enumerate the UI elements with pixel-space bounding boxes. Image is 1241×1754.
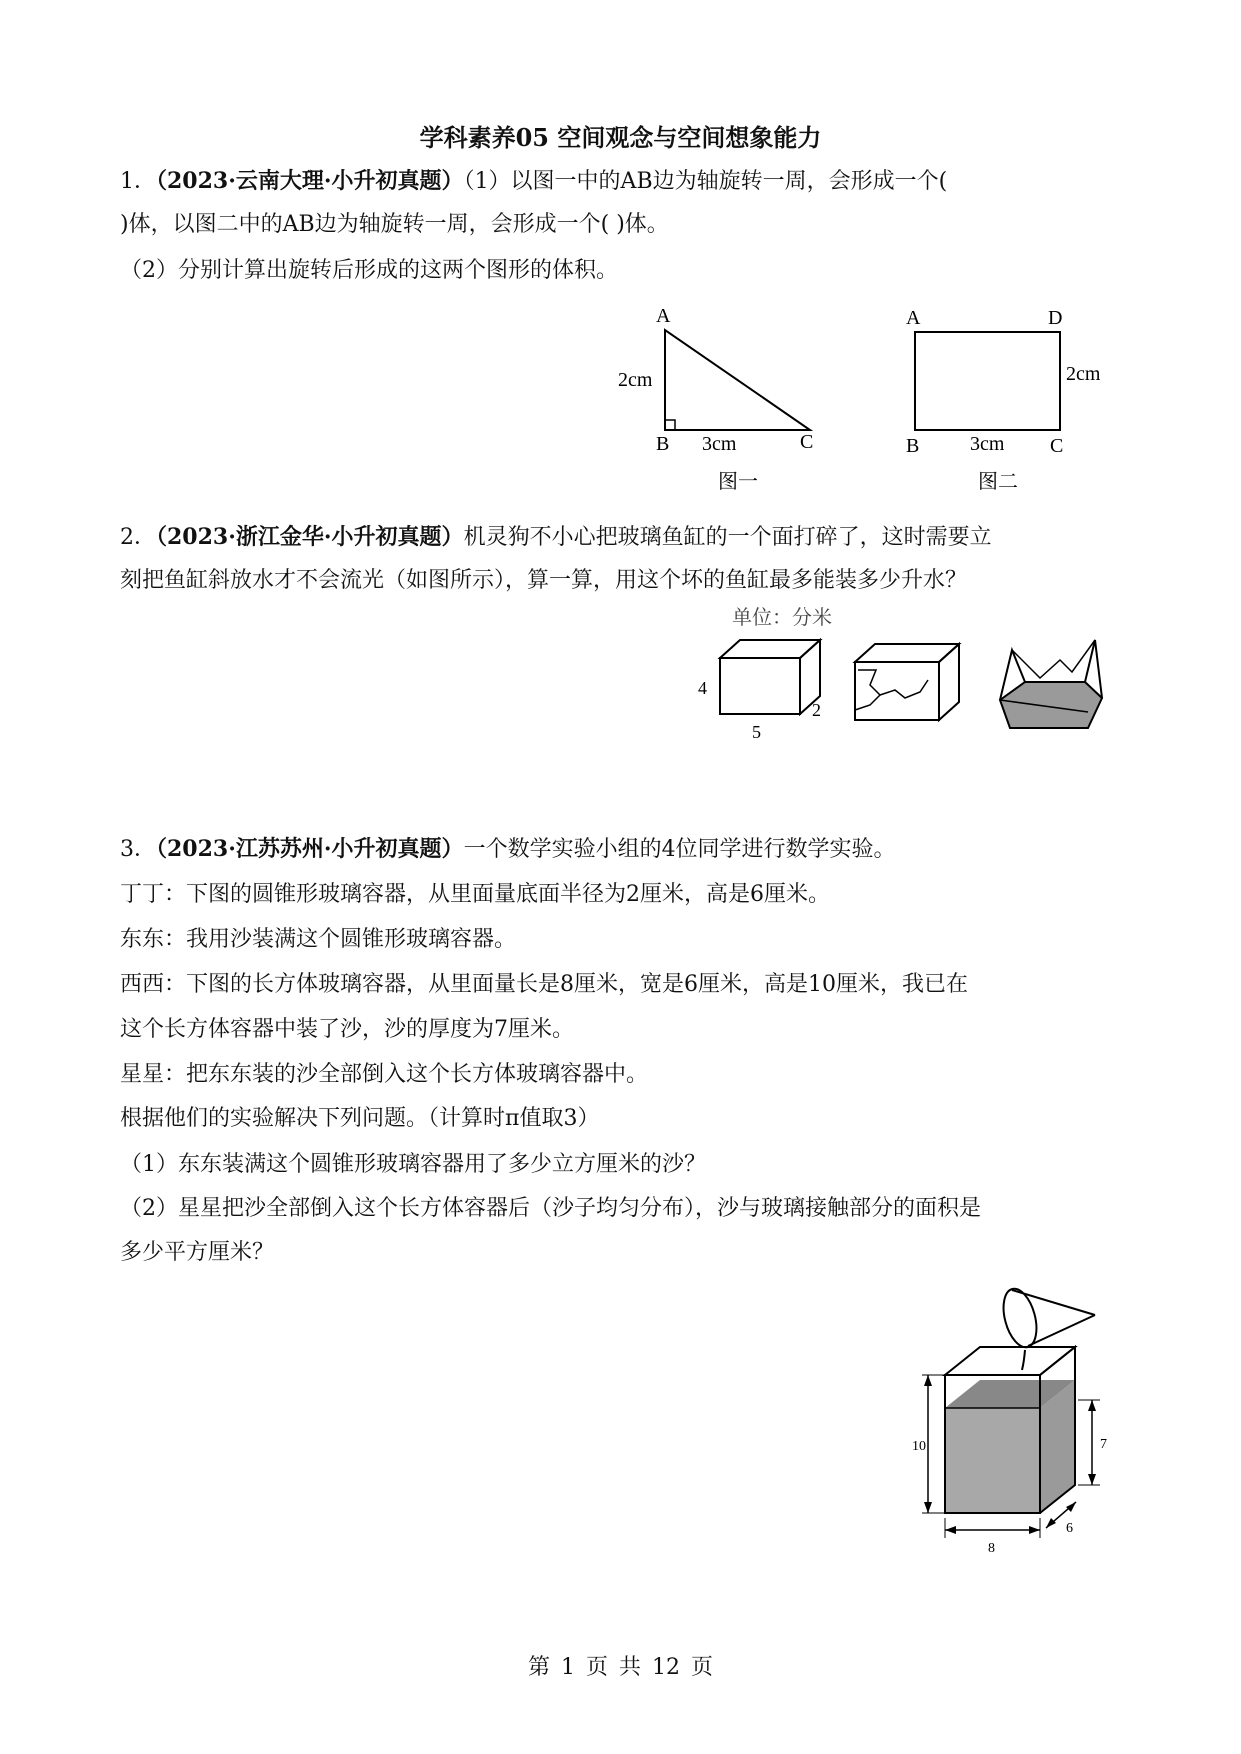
- q1-text-1: （1）以图一中的AB边为轴旋转一周，会形成一个(: [463, 169, 948, 194]
- tilted-tank-illustration: [1000, 640, 1102, 728]
- q2-line-2: 刻把鱼缸斜放水才不会流光（如图所示），算一算，用这个坏的鱼缸最多能装多少升水？: [120, 568, 968, 593]
- q3-line-3: 东东：我用沙装满这个圆锥形玻璃容器。: [120, 927, 517, 952]
- q2-line-1: [120, 522, 992, 553]
- q1-part-2: （2）分别计算出旋转后形成的这两个图形的体积。: [120, 258, 618, 283]
- fish-tank-box: [720, 640, 820, 714]
- right-angle-mark: [665, 420, 675, 430]
- figure-1-caption: 图一: [718, 471, 758, 493]
- q3-line-2: 丁丁：下图的圆锥形玻璃容器，从里面量底面半径为2厘米，高是6厘米。: [120, 882, 830, 907]
- q3-number: 3．: [120, 837, 156, 862]
- side-ab-label: 2cm: [618, 369, 653, 391]
- q2-figure: [680, 600, 1140, 750]
- vertex-a-label: A: [906, 307, 921, 329]
- vertex-a-label: A: [656, 305, 671, 327]
- q2-source: （2023·浙江金华·小升初真题）: [156, 524, 464, 550]
- broken-tank-illustration: [855, 644, 959, 720]
- sand-dimension-arrow: [1078, 1400, 1100, 1485]
- cuboid-container-illustration: [945, 1347, 1075, 1513]
- q3-line-6: 星星：把东东装的沙全部倒入这个长方体玻璃容器中。: [120, 1062, 649, 1087]
- q1-figure-1: [600, 300, 820, 496]
- height-label: 10: [912, 1439, 926, 1454]
- q2-text-1: 机灵狗不小心把玻璃鱼缸的一个面打碎了，这时需要立: [463, 525, 992, 550]
- length-dimension-arrow: [945, 1518, 1040, 1538]
- cone-container-illustration: [998, 1285, 1095, 1370]
- side-dc-label: 2cm: [1066, 363, 1101, 385]
- q1-source: （2023·云南大理·小升初真题）: [156, 168, 464, 194]
- vertex-c-label: C: [800, 431, 814, 453]
- q3-figure: [900, 1270, 1140, 1560]
- unit-label: 单位：分米: [732, 607, 832, 629]
- q1-figure-2: [890, 300, 1130, 496]
- height-label: 4: [698, 678, 707, 698]
- q3-source: （2023·江苏苏州·小升初真题）: [156, 836, 464, 862]
- q3-line-5: 这个长方体容器中装了沙，沙的厚度为7厘米。: [120, 1017, 574, 1042]
- vertex-b-label: B: [656, 433, 670, 455]
- page-footer: 第 1 页 共 12 页: [528, 1655, 713, 1680]
- vertex-b-label: B: [906, 435, 920, 457]
- vertex-d-label: D: [1048, 307, 1063, 329]
- q1-line-1: [120, 166, 947, 197]
- q3-line-4: 西西：下图的长方体玻璃容器，从里面量长是8厘米，宽是6厘米，高是10厘米，我已在: [120, 972, 968, 997]
- page-title: 学科素养05 空间观念与空间想象能力: [419, 123, 822, 152]
- q3-line-1: [120, 834, 896, 865]
- length-label: 5: [752, 722, 761, 742]
- q1-number: 1．: [120, 169, 156, 194]
- width-label: 6: [1066, 1521, 1073, 1536]
- length-label: 8: [988, 1541, 995, 1556]
- q3-question-2-line-1: （2）星星把沙全部倒入这个长方体容器后（沙子均匀分布），沙与玻璃接触部分的面积是: [120, 1196, 982, 1221]
- q2-number: 2．: [120, 525, 156, 550]
- q3-question-1: （1）东东装满这个圆锥形玻璃容器用了多少立方厘米的沙？: [120, 1152, 706, 1177]
- side-bc-label: 3cm: [702, 433, 737, 455]
- q1-line-2: )体，以图二中的AB边为轴旋转一周，会形成一个( )体。: [120, 212, 669, 237]
- rectangle-shape: [915, 332, 1060, 430]
- q3-text-1: 一个数学实验小组的4位同学进行数学实验。: [463, 837, 896, 862]
- figure-2-caption: 图二: [978, 471, 1018, 493]
- sand-depth-label: 7: [1100, 1437, 1107, 1452]
- q3-question-2-line-2: 多少平方厘米？: [120, 1240, 275, 1265]
- vertex-c-label: C: [1050, 435, 1064, 457]
- width-label: 2: [812, 700, 821, 720]
- q3-line-7: 根据他们的实验解决下列问题。（计算时π值取3）: [120, 1106, 600, 1131]
- triangle-shape: [665, 330, 810, 430]
- side-bc-label: 3cm: [970, 433, 1005, 455]
